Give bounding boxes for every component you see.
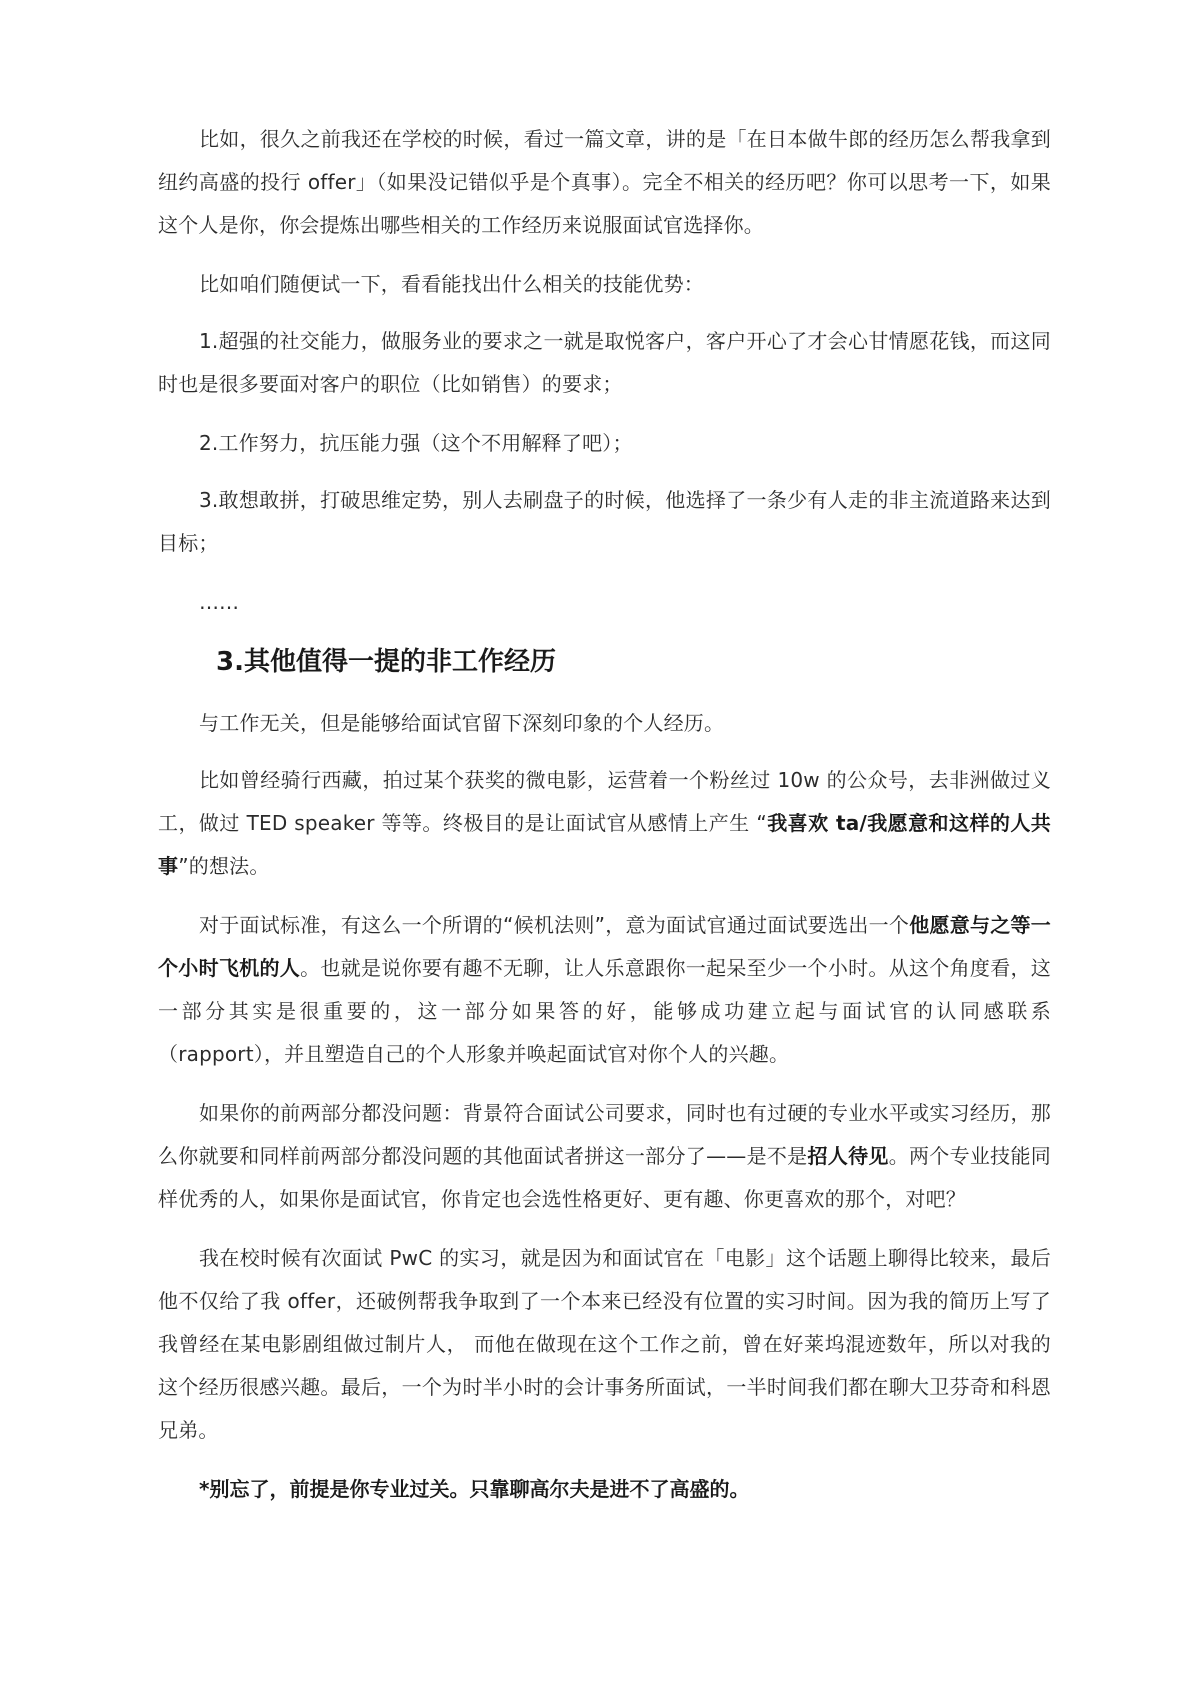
document-page bbox=[158, 118, 1051, 1511]
bold-emphasis: 他愿意与之等一个小时飞机的人 bbox=[158, 913, 1051, 980]
intro-paragraph-1: 比如，很久之前我还在学校的时候，看过一篇文章，讲的是「在日本做牛郎的经历怎么帮我拿到纽约高盛的投行 offer」（如果没记错似乎是个真事）。完全不相关的经历吧？你可以思考一下，如果这个人是你，你会提炼出哪些相关的工作经历来说服面试官选择你。 bbox=[158, 127, 1051, 237]
paragraph-text: 如果你的前两部分都没问题：背景符合面试公司要求，同时也有过硬的专业水平或实习经历，那么你就要和同样前两部分都没问题的其他面试者拼这一部分了——是不是 bbox=[158, 1101, 1051, 1168]
section-paragraph-4 bbox=[158, 1092, 1051, 1221]
paragraph-text: 。也就是说你要有趣不无聊，让人乐意跟你一起呆至少一个小时。从这个角度看，这一部分其实是很重要的，这一部分如果答的好，能够成功建立起与面试官的认同感联系（rapport），并且塑造自己的个人形象并唤起面试官对你个人的兴趣。 bbox=[158, 956, 1051, 1066]
list-item-3: 3.敢想敢拼，打破思维定势，别人去刷盘子的时候，他选择了一条少有人走的非主流道路来达到目标； bbox=[158, 488, 1051, 555]
paragraph-text: 。两个专业技能同样优秀的人，如果你是面试官，你肯定也会选性格更好、更有趣、你更喜欢的那个，对吧？ bbox=[158, 1144, 1051, 1211]
paragraph-text: 对于面试标准，有这么一个所谓的“候机法则”，意为面试官通过面试要选出一个 bbox=[199, 913, 910, 937]
bold-emphasis: 我喜欢 ta/我愿意和这样的人共事 bbox=[158, 811, 1051, 878]
paragraph-text: 比如曾经骑行西藏，拍过某个获奖的微电影，运营着一个粉丝过 10w 的公众号，去非洲做过义工，做过 TED speaker 等等。终极目的是让面试官从感情上产生 “ bbox=[158, 768, 1051, 835]
section-paragraph-5: 我在校时候有次面试 PwC 的实习，就是因为和面试官在「电影」这个话题上聊得比较来，最后他不仅给了我 offer，还破例帮我争取到了一个本来已经没有位置的实习时间。因为我的简历上写了我曾经在某电影剧组做过制片人， 而他在做现在这个工作之前，曾在好莱坞混迹数年，所以对我的这个经历很感兴趣。最后，一个为时半小时的会计事务所面试，一半时间我们都在聊大卫芬奇和科恩兄弟。 bbox=[158, 1246, 1051, 1442]
intro-paragraph-2: 比如咱们随便试一下，看看能找出什么相关的技能优势： bbox=[199, 272, 704, 296]
list-item-1: 1.超强的社交能力，做服务业的要求之一就是取悦客户，客户开心了才会心甘情愿花钱，而这同时也是很多要面对客户的职位（比如销售）的要求； bbox=[158, 329, 1051, 396]
section-paragraph-1: 与工作无关，但是能够给面试官留下深刻印象的个人经历。 bbox=[199, 711, 725, 735]
ellipsis: …… bbox=[199, 590, 239, 614]
closing-note: *别忘了，前提是你专业过关。只靠聊高尔夫是进不了高盛的。 bbox=[199, 1477, 750, 1501]
paragraph-text: ”的想法。 bbox=[178, 854, 270, 878]
section-paragraph-2 bbox=[158, 759, 1051, 888]
bold-emphasis: 招人待见 bbox=[807, 1144, 889, 1168]
list-item-2: 2.工作努力，抗压能力强（这个不用解释了吧）； bbox=[199, 431, 633, 455]
section-paragraph-3 bbox=[158, 904, 1051, 1076]
section-heading: 3.其他值得一提的非工作经历 bbox=[216, 647, 556, 677]
